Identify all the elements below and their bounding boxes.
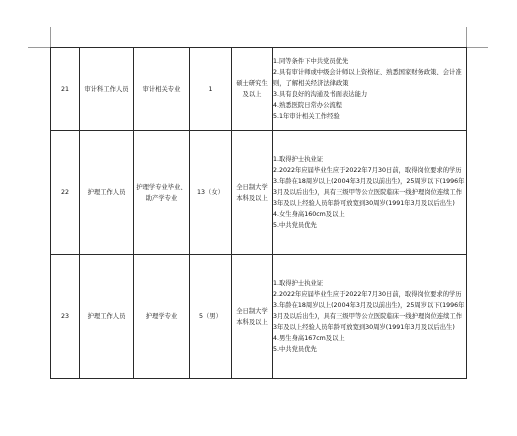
major: 审计相关专业 <box>142 85 181 93</box>
table-row <box>51 48 467 131</box>
education-cell <box>232 131 273 255</box>
headcount-cell <box>190 131 232 255</box>
requirement-item: 5.中共党员优先 <box>273 222 317 229</box>
education-cell <box>232 255 273 379</box>
education-cell <box>232 48 273 131</box>
requirement-item: 1.取得护士执业证 <box>273 156 324 163</box>
row-number: 21 <box>60 85 69 93</box>
recruitment-table <box>50 47 467 379</box>
major-cell <box>134 48 190 131</box>
requirements-cell <box>273 255 467 379</box>
post-name-cell <box>80 48 134 131</box>
post-name-cell <box>80 255 134 379</box>
education: 硕士研究生及以上 <box>236 80 268 98</box>
major-cell <box>134 131 190 255</box>
requirement-item: 5.中共党员优先 <box>273 346 317 353</box>
requirements-cell <box>273 48 467 131</box>
requirement-item: 4.熟悉医院日常办公流程 <box>273 102 342 109</box>
headcount: 5（男） <box>199 313 222 320</box>
row-number-cell <box>51 48 80 131</box>
row-number: 22 <box>60 189 69 196</box>
row-number: 23 <box>60 313 69 320</box>
margin-mark-top-right-v <box>466 27 467 47</box>
requirement-item: 3.年龄在18周岁以上(2004年3月及以前出生)，25周岁以下(1996年3月及以后出生)，具有三级甲等公立医院临床一线护理岗位连续工作3年及以上经验人员年龄可放宽到30周岁(1991年3月及以后出生) <box>273 302 465 331</box>
requirement-item: 3.年龄在18周岁以上(2004年3月及以前出生)，25周岁以下(1996年3月及以后出生)，具有三级甲等公立医院临床一线护理岗位连续工作3年及以上经验人员年龄可放宽到30周岁(1991年3月及以后出生) <box>273 178 465 207</box>
margin-mark-top-left-h <box>28 47 50 48</box>
headcount: 13（女） <box>197 189 224 196</box>
margin-mark-top-left-v <box>50 27 51 47</box>
requirement-item: 2.具有审计师或中级会计师以上资格证、熟悉国家财务政策、会计准则，了解相关经济法律政策 <box>273 69 462 87</box>
requirement-item: 2.2022年应届毕业生应于2022年7月30日前，取得岗位要求的学历 <box>273 167 462 174</box>
major-cell <box>134 255 190 379</box>
post-name: 审计科工作人员 <box>84 85 129 93</box>
post-name-cell <box>80 131 134 255</box>
requirement-item: 3.具有良好的沟通及书面表达能力 <box>273 91 368 98</box>
requirement-item: 5.1年审计相关工作经验 <box>273 113 340 120</box>
requirement-item: 1.同等条件下中共党员优先 <box>273 58 349 65</box>
table-row <box>51 131 467 255</box>
requirement-item: 1.取得护士执业证 <box>273 280 324 287</box>
post-name: 护理工作人员 <box>87 189 126 196</box>
headcount: 1 <box>208 85 213 93</box>
row-number-cell <box>51 255 80 379</box>
major: 护理学专业毕业、助产学专业 <box>136 183 187 202</box>
requirement-item: 4.女生身高160cm及以上 <box>273 211 345 218</box>
headcount-cell <box>190 255 232 379</box>
post-name: 护理工作人员 <box>87 313 126 320</box>
requirement-item: 4.男生身高167cm及以上 <box>273 335 345 342</box>
table-row <box>51 255 467 379</box>
margin-mark-top-right-h <box>466 47 488 48</box>
education: 全日制大学本科及以上 <box>236 307 268 326</box>
requirement-item: 2.2022年应届毕业生应于2022年7月30日前，取得岗位要求的学历 <box>273 291 462 298</box>
education: 全日制大学本科及以上 <box>236 183 268 202</box>
major: 护理学专业 <box>145 313 178 320</box>
row-number-cell <box>51 131 80 255</box>
headcount-cell <box>190 48 232 131</box>
requirements-cell <box>273 131 467 255</box>
